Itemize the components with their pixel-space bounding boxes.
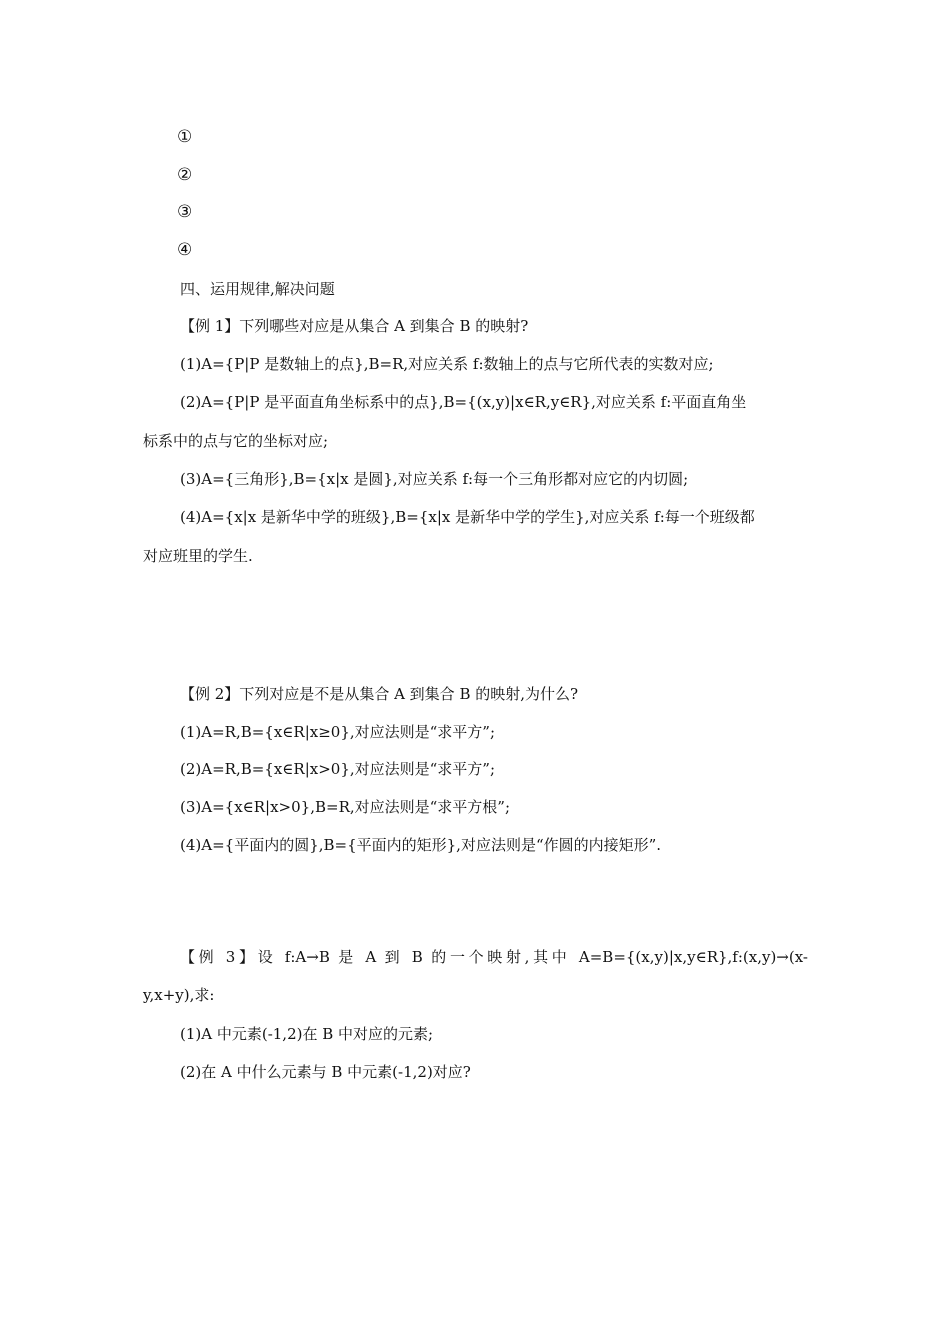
example-1-title: 【例 1】下列哪些对应是从集合 A 到集合 B 的映射?	[180, 317, 529, 335]
circled-marker-1: ①	[177, 127, 193, 147]
example-3-title-line-2: y,x+y),求:	[143, 986, 215, 1004]
example-1-item-3: (3)A={三角形},B={x|x 是圆},对应关系 f:每一个三角形都对应它的内切圆;	[180, 470, 689, 488]
section-heading: 四、运用规律,解决问题	[180, 280, 335, 298]
example-1-item-4-line-1: (4)A={x|x 是新华中学的班级},B={x|x 是新华中学的学生},对应关系 f:每一个班级都	[180, 508, 755, 526]
example-2-item-1: (1)A=R,B={x∈R|x≥0},对应法则是“求平方”;	[180, 723, 496, 741]
example-2-item-3: (3)A={x∈R|x>0},B=R,对应法则是“求平方根”;	[180, 798, 511, 816]
example-2-item-4: (4)A={平面内的圆},B={平面内的矩形},对应法则是“作圆的内接矩形”.	[180, 836, 662, 854]
example-3-item-1: (1)A 中元素(-1,2)在 B 中对应的元素;	[180, 1025, 434, 1043]
example-1-item-2-line-2: 标系中的点与它的坐标对应;	[143, 432, 329, 450]
circled-marker-3: ③	[177, 202, 193, 222]
example-3-item-2: (2)在 A 中什么元素与 B 中元素(-1,2)对应?	[180, 1063, 471, 1081]
example-2-item-2: (2)A=R,B={x∈R|x>0},对应法则是“求平方”;	[180, 760, 496, 778]
example-2-title: 【例 2】下列对应是不是从集合 A 到集合 B 的映射,为什么?	[180, 685, 579, 703]
circled-marker-2: ②	[177, 165, 193, 185]
circled-marker-4: ④	[177, 240, 193, 260]
example-1-item-1: (1)A={P|P 是数轴上的点},B=R,对应关系 f:数轴上的点与它所代表的实数对应;	[180, 355, 714, 373]
example-3-title-line-1: 【例 3】设 f:A→B 是 A 到 B 的一个映射,其中 A=B={(x,y)|x,y∈R},f:(x,y)→(x-	[180, 948, 808, 966]
example-1-item-2-line-1: (2)A={P|P 是平面直角坐标系中的点},B={(x,y)|x∈R,y∈R},对应关系 f:平面直角坐	[180, 393, 747, 411]
example-1-item-4-line-2: 对应班里的学生.	[143, 547, 253, 565]
